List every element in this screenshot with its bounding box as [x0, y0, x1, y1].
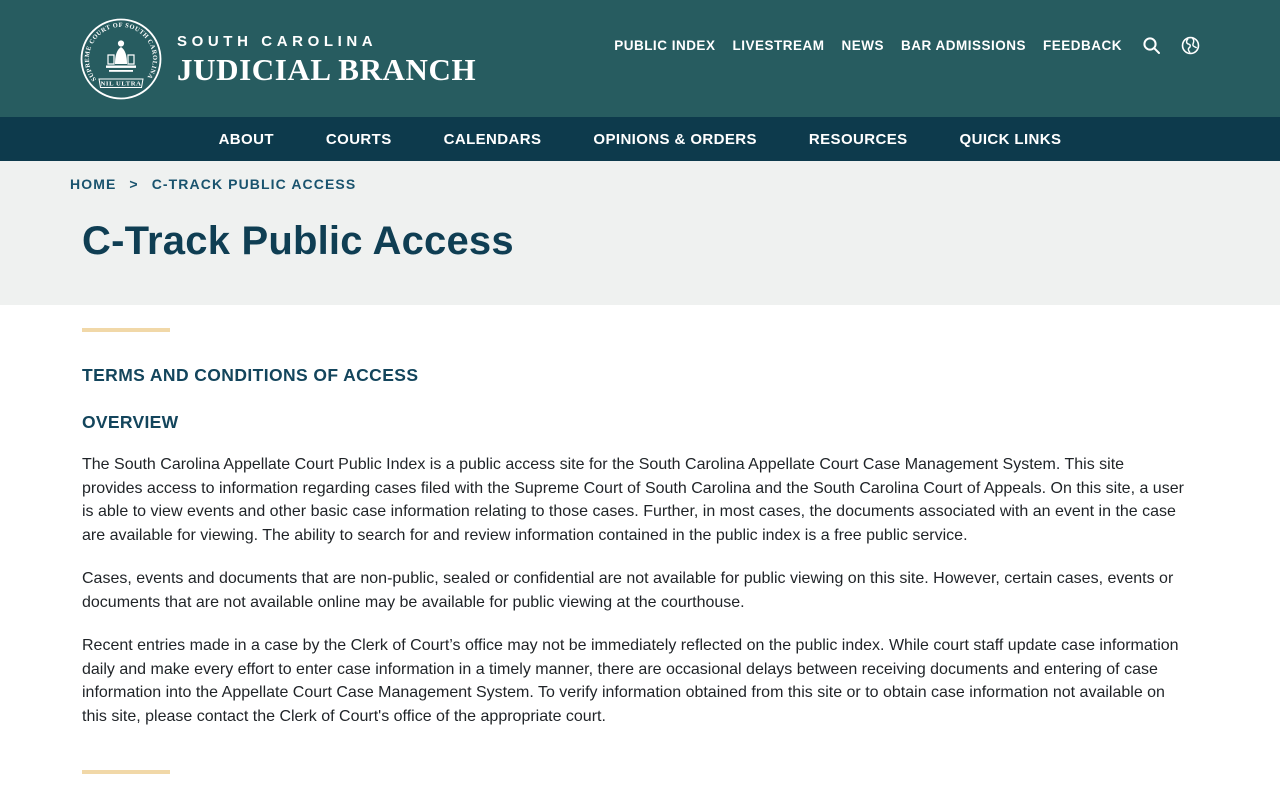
section-heading-overview: OVERVIEW	[82, 412, 179, 432]
page-hero	[0, 161, 1280, 305]
terms-paragraph-3: Recent entries made in a case by the Clerk of Court’s office may not be immediately reflected on the public index. While court staff update case information daily and make every effort to enter case information in a timely manner, there are occasional delays between receiving documents and entering of case information into the Appellate Court Case Management System. To verify information obtained from this site or to obtain case information not available on this site, please contact the Clerk of Court's office of the appropriate court.	[82, 637, 1179, 725]
breadcrumb-home-link[interactable]: HOME	[70, 176, 117, 192]
header-inner	[80, 0, 1200, 117]
brand-logo-link[interactable]	[80, 18, 476, 100]
nav-item-about[interactable]: ABOUT	[218, 130, 274, 148]
site-header	[0, 0, 1280, 117]
breadcrumb-current: C-TRACK PUBLIC ACCESS	[151, 176, 357, 192]
accent-divider-top	[82, 328, 170, 332]
utility-nav	[614, 36, 1200, 55]
nav-item-resources[interactable]: RESOURCES	[808, 130, 908, 148]
globe-icon	[1181, 36, 1200, 55]
brand-name-line1: SOUTH CAROLINA	[177, 32, 378, 50]
brand-wordmark	[177, 33, 476, 85]
accent-divider-bottom	[82, 770, 170, 774]
seal-top-text: SUPREME COURT OF SOUTH CAROLINA	[83, 21, 159, 82]
main-content	[0, 328, 1280, 774]
utility-nav-livestream[interactable]: LIVESTREAM	[732, 38, 825, 53]
nav-item-calendars[interactable]: CALENDARS	[443, 130, 542, 148]
utility-nav-bar-admissions[interactable]: BAR ADMISSIONS	[900, 38, 1026, 53]
utility-nav-feedback[interactable]: FEEDBACK	[1042, 38, 1122, 53]
section-heading-terms: TERMS AND CONDITIONS OF ACCESS	[82, 365, 419, 385]
judicial-seal-icon	[80, 18, 162, 100]
search-button[interactable]	[1142, 36, 1161, 55]
nav-item-quick-links[interactable]: QUICK LINKS	[959, 130, 1062, 148]
seal-bottom-text: NIL ULTRA	[100, 80, 142, 87]
utility-nav-news[interactable]: NEWS	[841, 38, 884, 53]
search-icon	[1142, 36, 1161, 55]
page-title: C-Track Public Access	[82, 219, 514, 263]
brand-name-line2: JUDICIAL BRANCH	[177, 51, 477, 87]
breadcrumb	[70, 176, 1198, 192]
breadcrumb-separator: >	[129, 176, 139, 192]
main-nav	[0, 117, 1280, 161]
terms-paragraph-1: The South Carolina Appellate Court Public Index is a public access site for the South Carolina Appellate Court Case Management System. This site provides access to information regarding cases filed with the Supreme Court of South Carolina and the South Carolina Court of Appeals. On this site, a user is able to view events and other basic case information relating to those cases. Further, in most cases, the documents associated with an event in the case are available for viewing. The ability to search for and review information contained in the public index is a free public service.	[82, 456, 1184, 544]
nav-item-opinions-orders[interactable]: OPINIONS & ORDERS	[593, 130, 757, 148]
terms-paragraph-2: Cases, events and documents that are non-public, sealed or confidential are not available for public viewing on this site. However, certain cases, events or documents that are not available online may be available for public viewing at the courthouse.	[82, 570, 1174, 611]
language-button[interactable]	[1181, 36, 1200, 55]
nav-item-courts[interactable]: COURTS	[325, 130, 392, 148]
utility-nav-public-index[interactable]: PUBLIC INDEX	[614, 38, 716, 53]
